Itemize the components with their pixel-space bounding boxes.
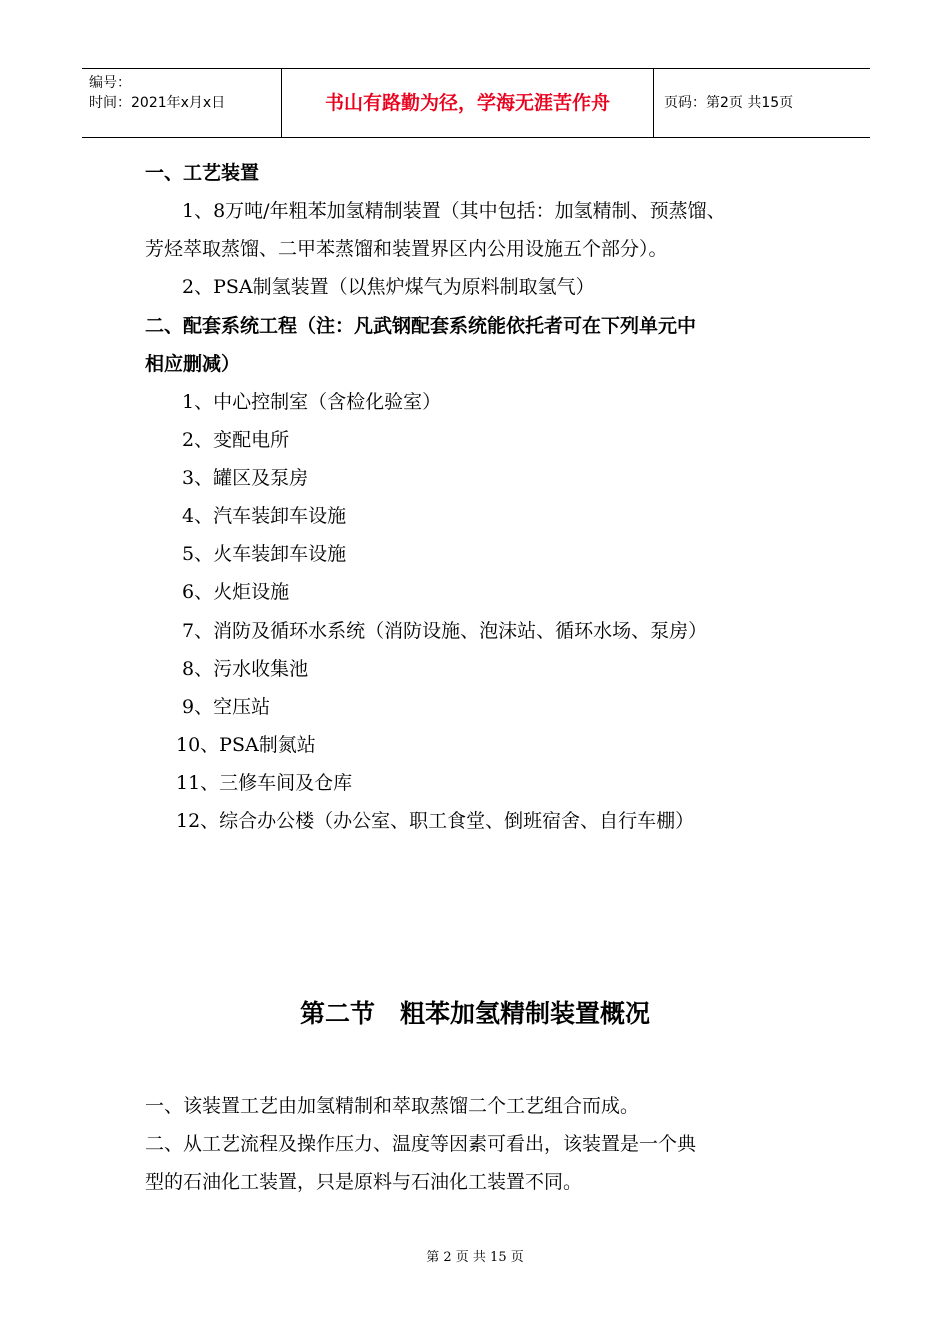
doc-number-label: 编号： [89,75,131,91]
heading-support-systems-cont: 相应删减） [145,353,241,375]
list-item: 12、综合办公楼（办公室、职工食堂、倒班宿舍、自行车棚） [176,810,695,832]
heading-process-units: 一、工艺装置 [145,162,260,184]
section-title: 第二节 粗苯加氢精制装置概况 [299,999,650,1028]
list-item: 2、变配电所 [182,429,290,451]
list-item: 10、PSA制氮站 [176,734,316,756]
list-item: 6、火炬设施 [182,581,290,603]
header-meta [82,69,282,137]
list-item: 3、罐区及泵房 [182,467,309,489]
header-motto: 书山有路勤为径，学海无涯苦作舟 [282,69,654,137]
list-item: 11、三修车间及仓库 [176,772,353,794]
list-item: 8、污水收集池 [182,658,309,680]
list-item: 7、消防及循环水系统（消防设施、泡沫站、循环水场、泵房） [182,620,708,642]
text-line: 型的石油化工装置，只是原料与石油化工装置不同。 [145,1171,583,1193]
list-item: 4、汽车装卸车设施 [182,505,347,527]
text-line: 1、8万吨/年粗苯加氢精制装置（其中包括：加氢精制、预蒸馏、 [182,200,726,222]
text-line: 2、PSA制氢装置（以焦炉煤气为原料制取氢气） [182,276,595,298]
text-line: 二、从工艺流程及操作压力、温度等因素可看出，该装置是一个典 [145,1133,697,1155]
heading-support-systems: 二、配套系统工程（注：凡武钢配套系统能依托者可在下列单元中 [145,315,697,337]
header-table [82,68,870,138]
doc-time-label: 时间：2021年x月x日 [89,95,226,111]
list-item: 9、空压站 [182,696,271,718]
text-line: 一、该装置工艺由加氢精制和萃取蒸馏二个工艺组合而成。 [145,1095,640,1117]
list-item: 1、中心控制室（含检化验室） [182,391,442,413]
header-page-info: 页码：第2页 共15页 [664,95,794,111]
list-item: 5、火车装卸车设施 [182,543,347,565]
page-footer: 第 2 页 共 15 页 [426,1250,524,1265]
text-line: 芳烃萃取蒸馏、二甲苯蒸馏和装置界区内公用设施五个部分）。 [145,238,668,260]
